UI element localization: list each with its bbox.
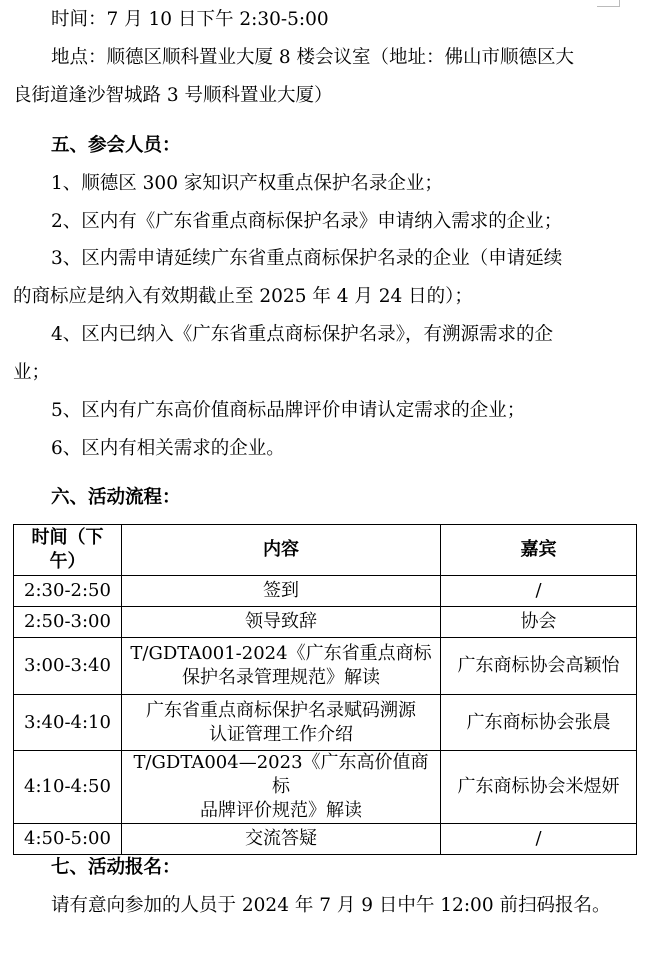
row-content: 领导致辞	[122, 607, 441, 638]
header-content: 内容	[122, 525, 441, 576]
table-row	[14, 638, 637, 695]
row-content: T/GDTA001-2024《广东省重点商标 保护名录管理规范》解读	[122, 638, 441, 695]
row-content: 签到	[122, 576, 441, 607]
attendee-item-5: 5、区内有广东高价值商标品牌评价申请认定需求的企业；	[51, 400, 526, 421]
header-guest: 嘉宾	[441, 525, 637, 576]
schedule-table	[13, 524, 637, 855]
attendee-item-4-line-1: 4、区内已纳入《广东省重点商标保护名录》，有溯源需求的企	[51, 324, 554, 345]
section-6-title: 六、活动流程：	[51, 487, 181, 508]
table-row	[14, 824, 637, 855]
attendee-item-4-line-2: 业；	[13, 362, 51, 383]
table-row	[14, 695, 637, 751]
row-content: T/GDTA004—2023《广东高价值商标 品牌评价规范》解读	[122, 751, 441, 824]
section-7-title: 七、活动报名：	[51, 857, 181, 878]
table-row	[14, 576, 637, 607]
row-time: 3:40-4:10	[14, 695, 122, 751]
attendee-item-3-line-1: 3、区内需申请延续广东省重点商标保护名录的企业（申请延续	[51, 248, 563, 269]
location-line-1: 地点：顺德区顺科置业大厦 8 楼会议室（地址：佛山市顺德区大	[51, 47, 575, 68]
header-time: 时间（下 午）	[14, 525, 122, 576]
row-guest: /	[441, 576, 637, 607]
row-time: 4:10-4:50	[14, 751, 122, 824]
row-time: 4:50-5:00	[14, 824, 122, 855]
table-row	[14, 607, 637, 638]
location-line-2: 良街道逢沙智城路 3 号顺科置业大厦）	[13, 85, 333, 106]
row-content: 交流答疑	[122, 824, 441, 855]
page-corner-mark	[597, 0, 620, 7]
table-row	[14, 751, 637, 824]
attendee-item-2: 2、区内有《广东省重点商标保护名录》申请纳入需求的企业；	[51, 211, 563, 232]
table-header-row	[14, 525, 637, 576]
row-guest: 广东商标协会米煜妍	[441, 751, 637, 824]
row-content: 广东省重点商标保护名录赋码溯源 认证管理工作介绍	[122, 695, 441, 751]
row-guest: 广东商标协会张晨	[441, 695, 637, 751]
row-time: 2:50-3:00	[14, 607, 122, 638]
registration-text: 请有意向参加的人员于 2024 年 7 月 9 日中午 12:00 前扫码报名。	[51, 895, 611, 916]
row-time: 3:00-3:40	[14, 638, 122, 695]
attendee-item-6: 6、区内有相关需求的企业。	[51, 438, 285, 459]
attendee-item-1: 1、顺德区 300 家知识产权重点保护名录企业；	[51, 173, 443, 194]
row-time: 2:30-2:50	[14, 576, 122, 607]
row-guest: 协会	[441, 607, 637, 638]
row-guest: 广东商标协会高颖怡	[441, 638, 637, 695]
attendee-item-3-line-2: 的商标应是纳入有效期截止至 2025 年 4 月 24 日的）；	[13, 286, 473, 307]
section-5-title: 五、参会人员：	[51, 135, 181, 156]
row-guest: /	[441, 824, 637, 855]
time-line: 时间：7 月 10 日下午 2:30-5:00	[51, 9, 329, 30]
